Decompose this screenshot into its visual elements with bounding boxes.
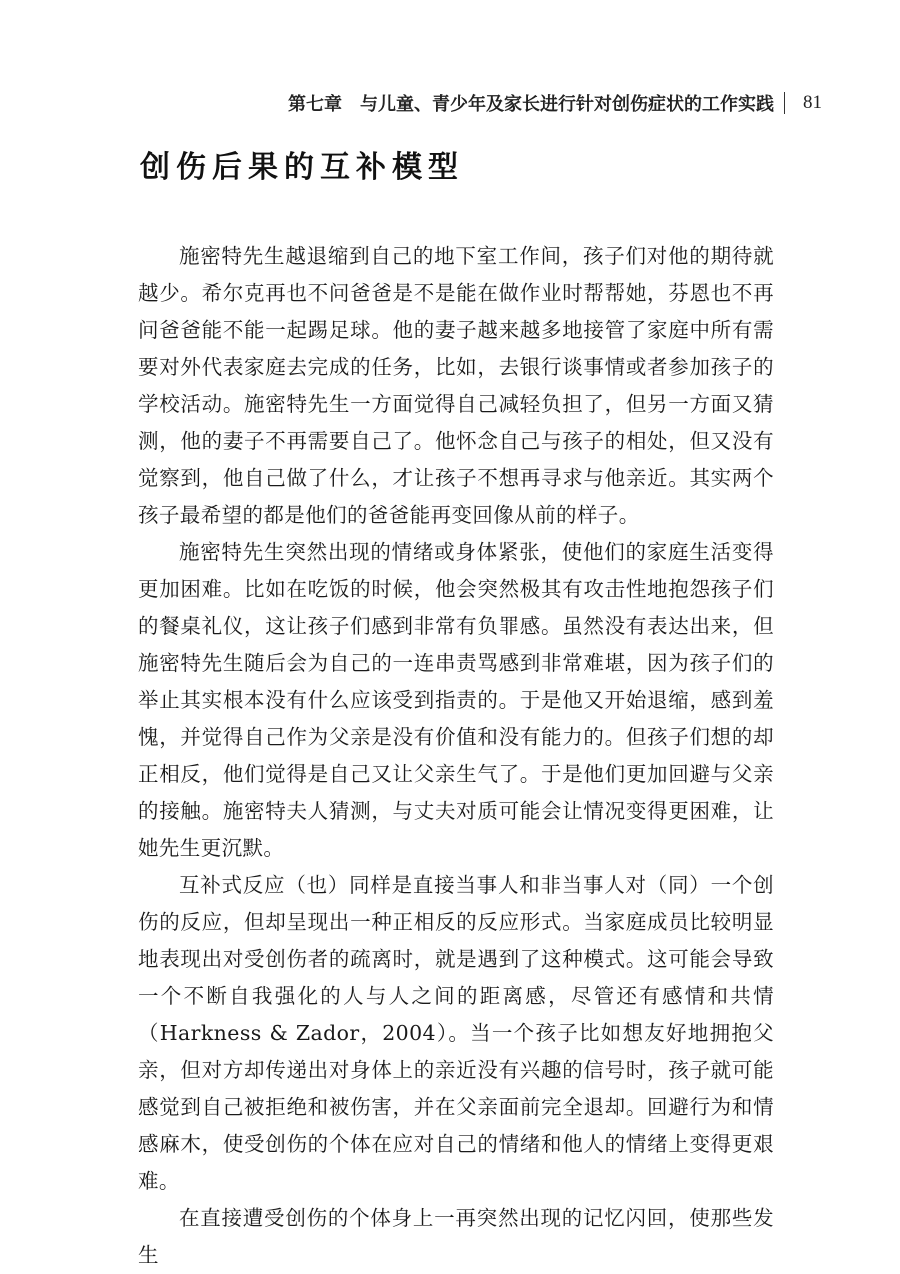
chapter-number: 第七章 — [288, 94, 342, 115]
page-number: 81 — [803, 92, 822, 113]
header-divider — [784, 92, 785, 114]
paragraph-2: 施密特先生突然出现的情绪或身体紧张，使他们的家庭生活变得更加困难。比如在吃饭的时候，他会突然极其有攻击性地抱怨孩子们的餐桌礼仪，这让孩子们感到非常有负罪感。虽然没有表达出来，但施密特先生随后会为自己的一连串责骂感到非常难堪，因为孩子们的举止其实根本没有什么应该受到指责的。于是他又开始退缩，感到羞愧，并觉得自己作为父亲是没有价值和没有能力的。但孩子们想的却正相反，他们觉得是自己又让父亲生气了。于是他们更加回避与父亲的接触。施密特夫人猜测，与丈夫对质可能会让情况变得更困难，让她先生更沉默。 — [138, 540, 774, 860]
paragraph-1: 施密特先生越退缩到自己的地下室工作间，孩子们对他的期待就越少。希尔克再也不问爸爸是不是能在做作业时帮帮她，芬恩也不再问爸爸能不能一起踢足球。他的妻子越来越多地接管了家庭中所有需要对外代表家庭去完成的任务，比如，去银行谈事情或者参加孩子的学校活动。施密特先生一方面觉得自己减轻负担了，但另一方面又猜测，他的妻子不再需要自己了。他怀念自己与孩子的相处，但又没有觉察到，他自己做了什么，才让孩子不想再寻求与他亲近。其实两个孩子最希望的都是他们的爸爸能再变回像从前的样子。 — [138, 244, 774, 527]
body-text — [138, 238, 774, 1274]
chapter-title: 与儿童、青少年及家长进行针对创伤症状的工作实践 — [360, 94, 774, 115]
paragraph-4: 在直接遭受创伤的个体身上一再突然出现的记忆闪回，使那些发生 — [138, 1206, 774, 1267]
paragraph-3: 互补式反应（也）同样是直接当事人和非当事人对（同）一个创伤的反应，但却呈现出一种正相反的反应形式。当家庭成员比较明显地表现出对受创伤者的疏离时，就是遇到了这种模式。这可能会导致一个不断自我强化的人与人之间的距离感，尽管还有感情和共情（Harkness & Zador，2004）。当一个孩子比如想友好地拥抱父亲，但对方却传递出对身体上的亲近没有兴趣的信号时，孩子就可能感觉到自己被拒绝和被伤害，并在父亲面前完全退却。回避行为和情感麻木，使受创伤的个体在应对自己的情绪和他人的情绪上变得更艰难。 — [138, 873, 774, 1193]
running-header — [288, 90, 822, 116]
section-title: 创伤后果的互补模型 — [140, 150, 464, 185]
